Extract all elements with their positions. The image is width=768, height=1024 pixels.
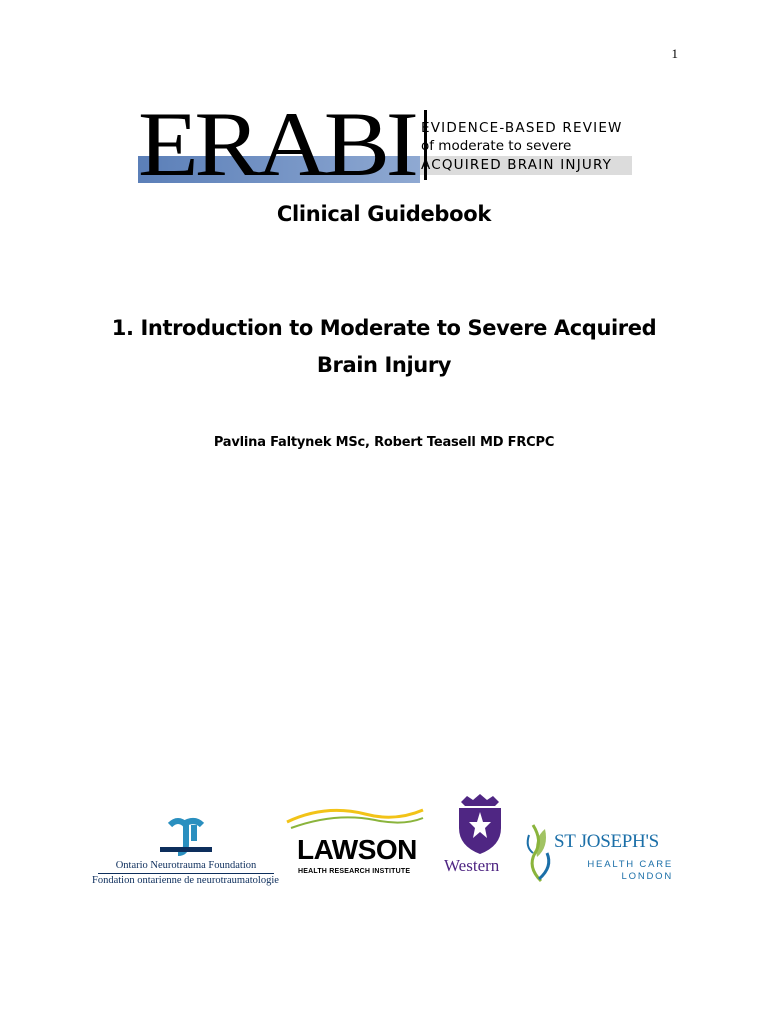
page-number: 1 <box>671 46 678 61</box>
onf-emblem-icon <box>156 815 216 857</box>
western-logo <box>440 794 518 880</box>
onf-rule <box>98 873 274 874</box>
stjoseph-logo <box>523 815 675 885</box>
lawson-logo <box>285 800 425 880</box>
banner-line-2: of moderate to severe <box>421 138 572 154</box>
banner-acronym: ERABI <box>138 93 415 195</box>
stjoseph-london: LONDON <box>621 871 673 882</box>
banner-line-3: ACQUIRED BRAIN INJURY <box>421 157 613 173</box>
stjoseph-health-care: HEALTH CARE <box>587 859 673 870</box>
western-name: Western <box>444 856 500 875</box>
western-crest-icon <box>455 794 505 854</box>
chapter-title: 1. Introduction to Moderate to Severe Acquired Brain Injury <box>111 316 657 377</box>
erabi-banner <box>138 93 632 195</box>
lawson-subtitle: HEALTH RESEARCH INSTITUTE <box>298 868 411 875</box>
authors: Pavlina Faltynek MSc, Robert Teasell MD FRCPC <box>213 435 555 450</box>
lawson-swoosh-icon <box>285 800 425 834</box>
lawson-name: LAWSON <box>297 834 417 865</box>
onf-name-fr: Fondation ontarienne de neurotraumatologie <box>92 875 279 886</box>
onf-logo <box>94 815 278 890</box>
stjoseph-name: ST JOSEPH'S <box>554 831 659 852</box>
onf-name-en: Ontario Neurotrauma Foundation <box>115 860 257 871</box>
banner-line-1: EVIDENCE-BASED REVIEW <box>421 120 623 136</box>
document-title: Clinical Guidebook <box>276 202 492 226</box>
stjoseph-leaf-icon <box>523 817 557 883</box>
